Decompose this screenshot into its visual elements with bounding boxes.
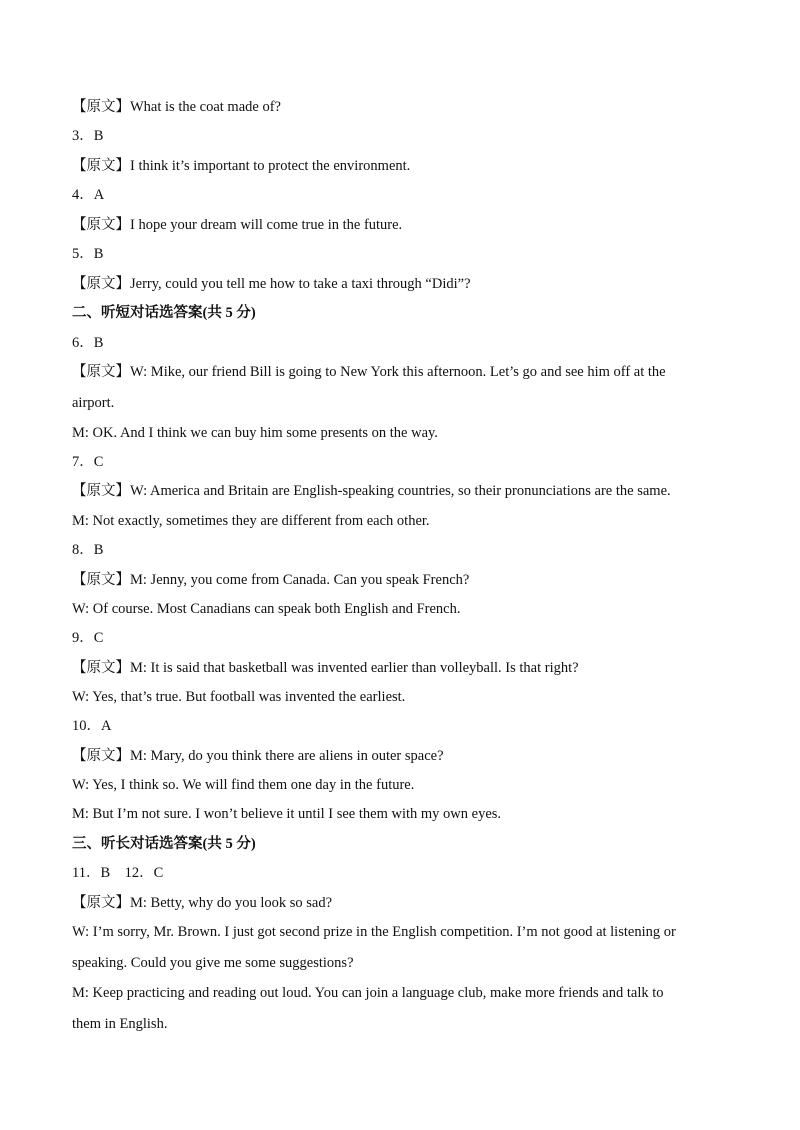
answer-line: 9．C xyxy=(72,630,104,646)
transcript-line: W: Of course. Most Canadians can speak both English and French. xyxy=(72,601,461,617)
transcript-line: 【原文】I think it’s important to protect the environment. xyxy=(72,158,411,174)
answer-line: 10．A xyxy=(72,718,112,734)
transcript-line: 【原文】W: Mike, our friend Bill is going to New York this afternoon. Let’s go and see him off at the xyxy=(72,364,666,380)
section-heading: 二、听短对话选答案(共 5 分) xyxy=(72,305,256,321)
answer-line: 5．B xyxy=(72,246,104,262)
answer-line: 8．B xyxy=(72,542,104,558)
transcript-line: M: Keep practicing and reading out loud. You can join a language club, make more friends and talk to xyxy=(72,985,664,1001)
transcript-line: M: Not exactly, sometimes they are different from each other. xyxy=(72,513,430,529)
transcript-line: speaking. Could you give me some suggestions? xyxy=(72,955,354,971)
transcript-line: airport. xyxy=(72,395,115,411)
transcript-line: W: Yes, I think so. We will find them one day in the future. xyxy=(72,777,415,793)
transcript-line: 【原文】M: It is said that basketball was invented earlier than volleyball. Is that right? xyxy=(72,660,579,676)
answer-line: 4．A xyxy=(72,187,105,203)
transcript-line: 【原文】M: Mary, do you think there are aliens in outer space? xyxy=(72,748,444,764)
transcript-line: 【原文】M: Betty, why do you look so sad? xyxy=(72,895,333,911)
transcript-line: W: I’m sorry, Mr. Brown. I just got second prize in the English competition. I’m not good at listening or xyxy=(72,924,676,940)
transcript-line: 【原文】What is the coat made of? xyxy=(72,99,281,115)
answer-line: 3．B xyxy=(72,128,104,144)
answer-line: 6．B xyxy=(72,335,104,351)
transcript-line: W: Yes, that’s true. But football was invented the earliest. xyxy=(72,689,406,705)
answer-line: 7．C xyxy=(72,454,104,470)
transcript-line: 【原文】I hope your dream will come true in the future. xyxy=(72,217,403,233)
transcript-line: M: But I’m not sure. I won’t believe it until I see them with my own eyes. xyxy=(72,806,502,822)
transcript-line: 【原文】M: Jenny, you come from Canada. Can you speak French? xyxy=(72,572,470,588)
transcript-line: M: OK. And I think we can buy him some presents on the way. xyxy=(72,425,438,441)
transcript-line: 【原文】W: America and Britain are English-speaking countries, so their pronunciations are the same. xyxy=(72,483,671,499)
section-heading: 三、听长对话选答案(共 5 分) xyxy=(72,836,256,852)
transcript-line: 【原文】Jerry, could you tell me how to take a taxi through “Didi”? xyxy=(72,276,471,292)
answer-line: 11．B 12．C xyxy=(72,865,164,881)
transcript-line: them in English. xyxy=(72,1016,168,1032)
